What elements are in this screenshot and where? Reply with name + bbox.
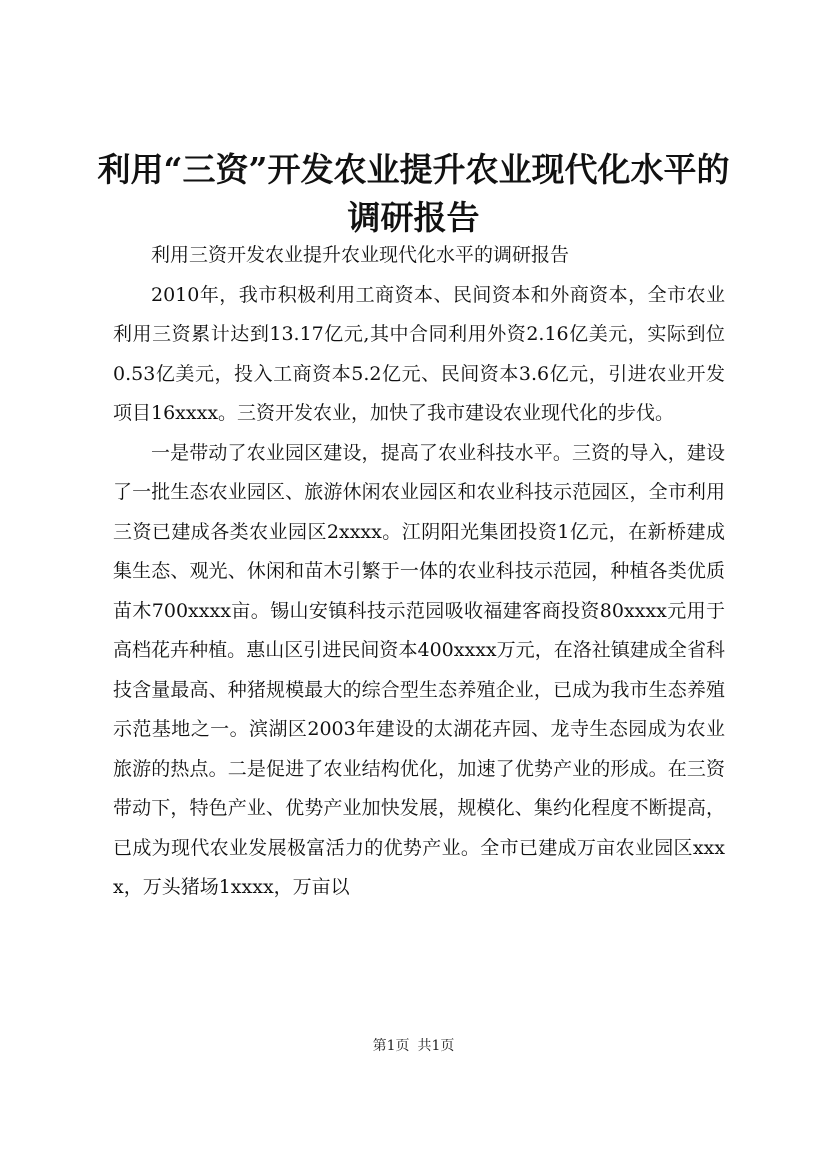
page-total: 共1页 bbox=[417, 1038, 455, 1054]
body-paragraph-overview: 2010年，我市积极利用工商资本、民间资本和外商资本，全市农业利用三资累计达到13.17亿元,其中合同利用外资2.16亿美元，实际到位0.53亿美元，投入工商资本5.2亿元、民间资本3.6亿元，引进农业开发项目16xxxx。三资开发农业，加快了我市建设农业现代化的步伐。 bbox=[113, 283, 725, 424]
body-paragraph-subtitle: 利用三资开发农业提升农业现代化水平的调研报告 bbox=[151, 244, 570, 266]
document-title: 利用“三资”开发农业提升农业现代化水平的调研报告 bbox=[97, 150, 730, 237]
body-paragraph-parks: 一是带动了农业园区建设，提高了农业科技水平。三资的导入，建设了一批生态农业园区、旅游休闲农业园区和农业科技示范园区，全市利用三资已建成各类农业园区2xxxx。江阴阳光集团投资1亿元，在新桥建成集生态、观光、休闲和苗木引繁于一体的农业科技示范园，种植各类优质苗木700xxxx亩。锡山安镇科技示范园吸收福建客商投资80xxxx元用于高档花卉种植。惠山区引进民间资本400xxxx万元，在洛社镇建成全省科技含量最高、种猪规模最大的综合型生态养殖企业，已成为我市生态养殖示范基地之一。滨湖区2003年建设的太湖花卉园、龙寺生态园成为农业旅游的热点。二是促进了农业结构优化，加速了优势产业的形成。在三资带动下，特色产业、优势产业加快发展，规模化、集约化程度不断提高，已成为现代农业发展极富活力的优势产业。全市已建成万亩农业园区xxxx，万头猪场1xxxx，万亩以 bbox=[113, 441, 725, 898]
document-body bbox=[113, 236, 725, 908]
page-footer bbox=[0, 1036, 827, 1056]
page-number: 第1页 bbox=[372, 1038, 410, 1054]
